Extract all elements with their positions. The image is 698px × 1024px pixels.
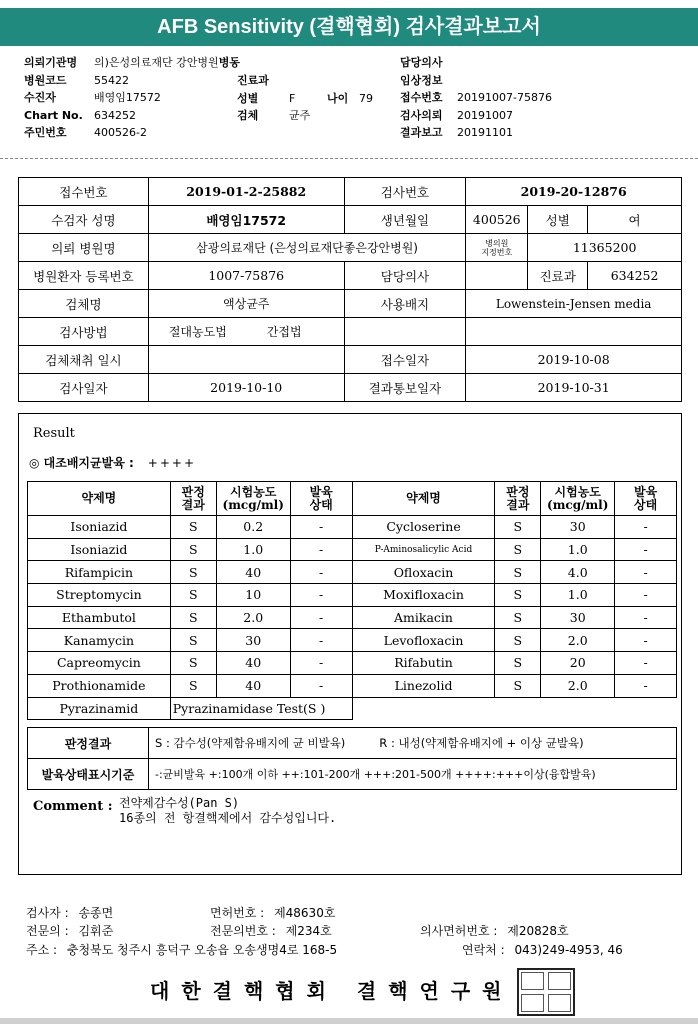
meta-value: 20191101 <box>457 126 513 139</box>
specimen-value: 액상균주 <box>148 290 344 318</box>
receipt-no-label: 접수번호 <box>19 178 149 206</box>
judge-result: S <box>170 538 216 561</box>
ward-label: 병동 <box>218 56 240 69</box>
growth-status: - <box>290 561 352 584</box>
meta-right <box>400 54 552 142</box>
drug-name: Rifabutin <box>352 652 495 675</box>
hospital-name: 삼광의료재단 (은성의료재단좋은강안병원) <box>148 234 465 262</box>
hospital-code: 11365200 <box>528 234 682 262</box>
drug-name: Moxifloxacin <box>352 584 495 607</box>
judge-result: S <box>170 516 216 539</box>
specimen-label: 검체명 <box>19 290 149 318</box>
patient-name: 배영임17572 <box>148 206 344 234</box>
growth-status: - <box>615 652 677 675</box>
drug-name: Levofloxacin <box>352 629 495 652</box>
test-conc: 2.0 <box>541 674 615 697</box>
specialist-name: 김휘준 <box>78 924 114 938</box>
meta-key: 수진자 <box>24 91 56 104</box>
birth-value: 400526 <box>466 206 528 234</box>
report-title: AFB Sensitivity (결핵협회) 검사결과보고서 <box>0 8 698 46</box>
table-row <box>28 516 677 539</box>
meta-key: Chart No. <box>24 108 83 122</box>
comment-line: 전약제감수성(Pan S) <box>119 796 240 810</box>
comment-text <box>119 796 439 826</box>
test-conc: 20 <box>541 652 615 675</box>
growth-status: - <box>615 606 677 629</box>
table-row <box>28 652 677 675</box>
judge-result: S <box>170 629 216 652</box>
test-conc: 2.0 <box>541 629 615 652</box>
judge-result: S <box>495 538 541 561</box>
meta-key: 의뢰기관명 <box>24 56 78 69</box>
drug-name: Rifampicin <box>28 561 171 584</box>
address: 충청북도 청주시 흥덕구 오송읍 오송생명4로 168-5 <box>66 943 338 957</box>
test-no: 2019-20-12876 <box>466 178 682 206</box>
meta-value: 55422 <box>94 73 129 87</box>
judge-result: S <box>495 652 541 675</box>
result-section <box>18 413 682 875</box>
dept-value: 634252 <box>588 262 682 290</box>
drug-name: Ethambutol <box>28 606 171 629</box>
spec-no: 제234호 <box>285 924 332 938</box>
growth-status: - <box>615 516 677 539</box>
judge-result: S <box>495 516 541 539</box>
contact: 043)249-4953, 46 <box>514 943 623 957</box>
growth-status: - <box>290 674 352 697</box>
reg-value: 1007-75876 <box>148 262 344 290</box>
spec-no-label: 전문의번호 : <box>210 924 276 938</box>
judge-result: S <box>170 606 216 629</box>
hospital-label: 의뢰 병원명 <box>19 234 149 262</box>
test-conc: 30 <box>216 629 290 652</box>
birth-label: 생년월일 <box>344 206 466 234</box>
drug-name: Prothionamide <box>28 674 171 697</box>
age-value: 79 <box>359 91 373 105</box>
collect-label: 검체채취 일시 <box>19 346 149 374</box>
meta-key: 병원코드 <box>24 73 67 87</box>
drug-name: Isoniazid <box>28 538 171 561</box>
table-row <box>28 538 677 561</box>
medium-value: Lowenstein-Jensen media <box>466 290 682 318</box>
meta-key: 검사의뢰 <box>400 108 443 122</box>
culture-label: ◎ 대조배지균발육 : <box>29 456 134 470</box>
age-label: 나이 <box>327 91 349 105</box>
growth-status: - <box>290 652 352 675</box>
method-label: 검사방법 <box>19 318 149 346</box>
judge-result: S <box>170 561 216 584</box>
meta-value: 의)은성의료재단 강안병원 <box>94 56 219 69</box>
footer-contact <box>462 941 623 958</box>
patient-label: 수검자 성명 <box>19 206 149 234</box>
receipt-no: 2019-01-2-25882 <box>148 178 344 206</box>
test-conc: 30 <box>541 606 615 629</box>
meta-key: 임상정보 <box>400 73 443 87</box>
growth-header: 발육 상태 <box>290 482 352 516</box>
notified-label: 결과통보일자 <box>344 374 466 402</box>
blank-cell <box>352 697 676 720</box>
growth-status: - <box>290 584 352 607</box>
judge-result: S <box>170 584 216 607</box>
footer-spec-no <box>210 922 332 939</box>
drug-header: 약제명 <box>28 482 171 516</box>
growth-status: - <box>290 538 352 561</box>
meta-value: 20191007 <box>457 108 513 122</box>
drug-name: Amikacin <box>352 606 495 629</box>
growth-legend-label: 발육상태표시기준 <box>28 759 149 790</box>
received-value: 2019-10-08 <box>466 346 682 374</box>
doc-license-label: 의사면허번호 : <box>420 924 498 938</box>
meta-key: 접수번호 <box>400 91 443 104</box>
drug-header: 약제명 <box>352 482 495 516</box>
sex-value: F <box>289 91 296 105</box>
drug-name: Streptomycin <box>28 584 171 607</box>
hospital-code-label: 병의원 지정번호 <box>466 234 528 262</box>
judge-legend-text <box>149 728 677 759</box>
blank-cell <box>466 318 682 346</box>
doc-license: 제20828호 <box>507 924 569 938</box>
judge-result: S <box>495 674 541 697</box>
method-1: 절대농도법 <box>168 325 227 339</box>
table-row <box>28 561 677 584</box>
examiner-name: 송종면 <box>78 906 114 920</box>
test-conc: 2.0 <box>216 606 290 629</box>
meta-value: 400526-2 <box>94 126 147 139</box>
drug-name: Capreomycin <box>28 652 171 675</box>
table-row <box>28 584 677 607</box>
result-title: Result <box>33 426 75 441</box>
meta-value: 20191007-75876 <box>457 91 552 104</box>
test-conc: 1.0 <box>541 538 615 561</box>
license-label: 면허번호 : <box>210 906 265 920</box>
drug-sensitivity-table <box>27 481 677 720</box>
tested-value: 2019-10-10 <box>148 374 344 402</box>
comment-label: Comment : <box>33 799 113 814</box>
culture-line <box>29 454 196 471</box>
drug-name: Pyrazinamid <box>28 697 171 720</box>
growth-status: - <box>290 516 352 539</box>
test-conc: 40 <box>216 652 290 675</box>
footer-specialist <box>26 922 113 939</box>
judge-header: 판정 결과 <box>170 482 216 516</box>
meta-value: 634252 <box>94 108 136 122</box>
drug-name: Isoniazid <box>28 516 171 539</box>
test-conc: 30 <box>541 516 615 539</box>
sex-label: 성별 <box>528 206 588 234</box>
judge-header: 판정 결과 <box>495 482 541 516</box>
reg-label: 병원환자 등록번호 <box>19 262 149 290</box>
judge-result: S <box>495 584 541 607</box>
growth-status: - <box>615 561 677 584</box>
table-row <box>28 629 677 652</box>
contact-label: 연락처 : <box>462 943 505 957</box>
specialist-label: 전문의 : <box>26 924 69 938</box>
test-conc: 10 <box>216 584 290 607</box>
patient-info-table <box>18 177 682 402</box>
growth-status: - <box>290 606 352 629</box>
meta-key: 주민번호 <box>24 126 67 139</box>
meta-value: 배영임17572 <box>94 91 161 104</box>
judge-legend-s: S : 감수성(약제함유배지에 균 비발육) <box>155 736 346 750</box>
specimen-label: 검체 <box>237 109 259 122</box>
growth-header: 발육 상태 <box>615 482 677 516</box>
method-2: 간접법 <box>266 325 302 339</box>
growth-status: - <box>615 584 677 607</box>
license-no: 제48630호 <box>274 906 336 920</box>
dept-label: 진료과 <box>237 74 269 87</box>
footer-address <box>26 941 337 958</box>
collect-value <box>148 346 344 374</box>
footer-examiner <box>26 904 113 921</box>
table-row <box>28 674 677 697</box>
address-label: 주소 : <box>26 943 58 957</box>
judge-result: S <box>170 652 216 675</box>
official-seal-icon <box>517 968 575 1016</box>
specimen-value: 균주 <box>289 109 311 122</box>
footer-doc-license <box>420 922 569 939</box>
legend-table <box>27 727 677 790</box>
meta-key: 결과보고 <box>400 126 443 139</box>
comment-block <box>33 796 337 825</box>
footer-license <box>210 904 335 921</box>
conc-header: 시험농도 (mcg/ml) <box>216 482 290 516</box>
test-conc: 1.0 <box>541 584 615 607</box>
meta-middle <box>237 72 373 125</box>
judge-result: S <box>495 606 541 629</box>
test-no-label: 검사번호 <box>344 178 466 206</box>
dept-label: 진료과 <box>528 262 588 290</box>
sex-value: 여 <box>588 206 682 234</box>
test-conc: 1.0 <box>216 538 290 561</box>
sex-label: 성별 <box>237 91 259 105</box>
judge-legend-r: R : 내성(약제함유배지에 + 이상 균발육) <box>379 736 584 750</box>
judge-result: S <box>170 674 216 697</box>
doctor-value <box>466 262 528 290</box>
meta-key: 담당의사 <box>400 56 443 69</box>
tested-label: 검사일자 <box>19 374 149 402</box>
doctor-label: 담당의사 <box>344 262 466 290</box>
growth-status: - <box>615 629 677 652</box>
judge-legend-label: 판정결과 <box>28 728 149 759</box>
notified-value: 2019-10-31 <box>466 374 682 402</box>
judge-result: S <box>495 629 541 652</box>
growth-status: - <box>615 538 677 561</box>
medium-label: 사용배지 <box>344 290 466 318</box>
table-row <box>28 606 677 629</box>
test-conc: 40 <box>216 561 290 584</box>
table-row <box>28 697 677 720</box>
divider <box>0 158 698 160</box>
drug-name: Kanamycin <box>28 629 171 652</box>
method-value <box>148 318 344 346</box>
pza-result: Pyrazinamidase Test(S ) <box>170 697 352 720</box>
growth-status: - <box>290 629 352 652</box>
conc-header: 시험농도 (mcg/ml) <box>541 482 615 516</box>
comment-line: 16종의 전 항결핵제에서 감수성입니다. <box>119 811 337 825</box>
test-conc: 40 <box>216 674 290 697</box>
bottom-bar <box>0 1018 698 1024</box>
drug-name: Cycloserine <box>352 516 495 539</box>
test-conc: 0.2 <box>216 516 290 539</box>
institute-name: 대한결핵협회 결핵연구원 <box>150 979 514 1003</box>
drug-name: P-Aminosalicylic Acid <box>352 538 495 561</box>
growth-status: - <box>615 674 677 697</box>
test-conc: 4.0 <box>541 561 615 584</box>
drug-name: Ofloxacin <box>352 561 495 584</box>
received-label: 접수일자 <box>344 346 466 374</box>
blank-cell <box>344 318 466 346</box>
culture-value: ++++ <box>147 456 196 470</box>
judge-result: S <box>495 561 541 584</box>
drug-name: Linezolid <box>352 674 495 697</box>
examiner-label: 검사자 : <box>26 906 69 920</box>
growth-legend-text: -:균비발육 +:100개 이하 ++:101-200개 +++:201-500개 ++++:+++이상(융합발육) <box>149 759 677 790</box>
